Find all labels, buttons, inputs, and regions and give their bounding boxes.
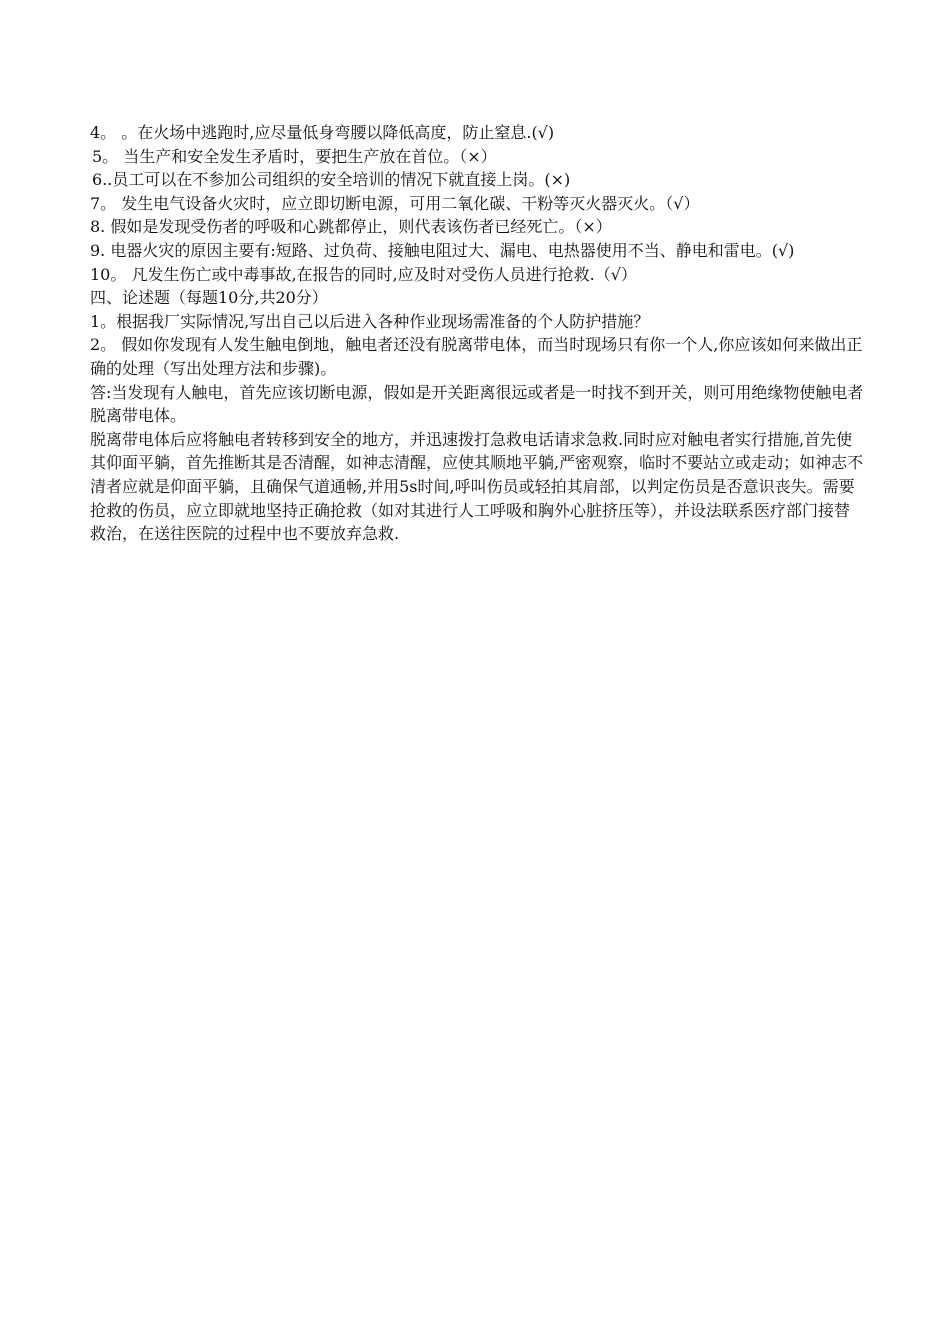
judgement-item-8: 8. 假如是发现受伤者的呼吸和心跳都停止，则代表该伤者已经死亡。（×）: [90, 217, 612, 237]
judgement-item-7: 7。 发生电气设备火灾时，应立即切断电源，可用二氧化碳、干粉等灭火器灭火。（√）: [90, 193, 700, 213]
essay-question-2: 2。 假如你发现有人发生触电倒地，触电者还没有脱离带电体，而当时现场只有你一个人,你应该如何来做出正确的处理（写出处理方法和步骤)。: [90, 335, 863, 378]
document-page: [90, 121, 865, 546]
judgement-item-5: 5。 当生产和安全发生矛盾时，要把生产放在首位。（×）: [92, 146, 497, 166]
judgement-item-10: 10。 凡发生伤亡或中毒事故,在报告的同时,应及时对受伤人员进行抢救.（√）: [90, 264, 637, 284]
answer-paragraph-1: 答:当发现有人触电，首先应该切断电源，假如是开关距离很远或者是一时找不到开关，则可用绝缘物使触电者脱离带电体。: [90, 382, 864, 426]
judgement-item-4: 4。 。在火场中逃跑时,应尽量低身弯腰以降低高度，防止窒息.(√): [90, 123, 555, 142]
answer-paragraph-2: 脱离带电体后应将触电者转移到安全的地方，并迅速拨打急救电话请求急救.同时应对触电者实行措施,首先使其仰面平躺，首先推断其是否清醒，如神志清醒，应使其顺地平躺,严密观察，临时不要站立或走动；如神志不清者应就是仰面平躺，且确保气道通畅,并用5s时间,呼叫伤员或轻拍其肩部，以判定伤员是否意识丧失。需要抢救的伤员，应立即就地坚持正确抢救（如对其进行人工呼吸和胸外心脏挤压等），并设法联系医疗部门接替救治，在送往医院的过程中也不要放弃急救.: [90, 429, 864, 544]
essay-section-heading: 四、论述题（每题10分,共20分）: [90, 288, 328, 308]
judgement-item-6: 6..员工可以在不参加公司组织的安全培训的情况下就直接上岗。(×): [92, 170, 571, 190]
essay-question-1: 1。根据我厂实际情况,写出自己以后进入各种作业现场需准备的个人防护措施？: [90, 311, 650, 331]
judgement-item-9: 9. 电器火灾的原因主要有:短路、过负荷、接触电阻过大、漏电、电热器使用不当、静电和雷电。(√): [90, 240, 795, 260]
